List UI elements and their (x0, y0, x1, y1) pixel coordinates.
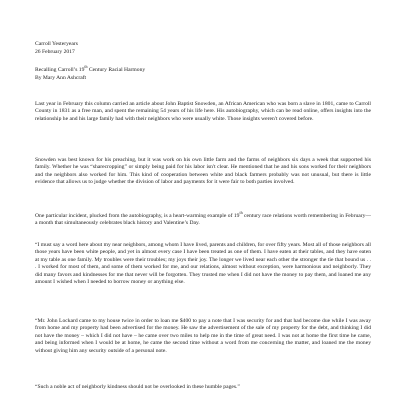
paragraph-6-quote: “Such a noble act of neighborly kindness should not be overlooked in these humble pages.” (35, 384, 240, 390)
paragraph-3-suffix: century race relations worth remembering in February—a month that simultaneously celebrates black history and Valentine’s Day. (35, 213, 371, 227)
paragraph-4-quote: “I must say a word here about my near neighbors, among whom I have lived, parents and children, for over fifty years. Most all of those neighbors all those years have been white people, and yet in almost every case I have been treated as one of them. I have eaten at their tables, and they have eaten at my table as one family. My troubles were their troubles; my joys their joy. The longer we lived near each other the stronger the tie that bound us . . . I worked for most of them, and some of them worked for me, and our relations, almost without exception, were harmonious and neighborly. They did many favors and kindnesses for me that never will be forgotten. They trusted me when I did not have the money to pay them, and loaned me any amount I wished when I needed to borrow money or anything else. (35, 242, 371, 286)
title-superscript: th (84, 64, 88, 70)
paragraph-3-superscript: th (239, 210, 243, 216)
article-title (35, 64, 146, 74)
title-prefix: Recalling Carroll’s 19 (35, 67, 85, 73)
article-byline: By Mary Ann Ashcraft (35, 75, 87, 81)
article-date: 26 February 2017 (35, 49, 75, 55)
paragraph-1: Last year in February this column carried an article about John Baptist Snowden, an African American who was born a slave in 1801, came to Carroll County in 1831 as a free man, and spent the remaining 54 years of his life here. His autobiography, which can be read online, offers insights into the relationship he and his large family had with their neighbors who were usually white. Those insights weren't covered before. (35, 101, 371, 122)
paragraph-3 (35, 210, 371, 228)
column-name: Carroll Yesteryears (35, 41, 78, 47)
title-suffix: Century Racial Harmony (87, 67, 146, 73)
paragraph-5-quote: “Mr. John Lockard came to my house twice in order to loan me $400 to pay a note that I was security for and that had become due while I was away from home and my property had been advertised for the money. He saw the advertisement of the sale of my property for the debt, and thinking I did not have the money – which I did not have – he came over two miles to help me in the time of great need. I was not at home the first time he came, and being informed when I would be at home, he came the second time without a word from me concerning the matter, and loaned me the money without giving him any security outside of a personal note. (35, 318, 371, 354)
paragraph-3-prefix: One particular incident, plucked from the autobiography, is a heart-warming example of 19 (35, 213, 240, 219)
paragraph-2: Snowden was best known for his preaching, but it was work on his own little farm and the farms of neighbors six days a week that supported his family. Whether he was “sharecropping” or simply being paid for his labor isn't clear. He mentioned that he and his sons worked for their neighbors and the neighbors also worked for him. This kind of cooperation between white and black farmers probably was not unusual, but there is little evidence that allows us to judge whether the division of labor and payments for it were fair to both parties involved. (35, 157, 371, 186)
